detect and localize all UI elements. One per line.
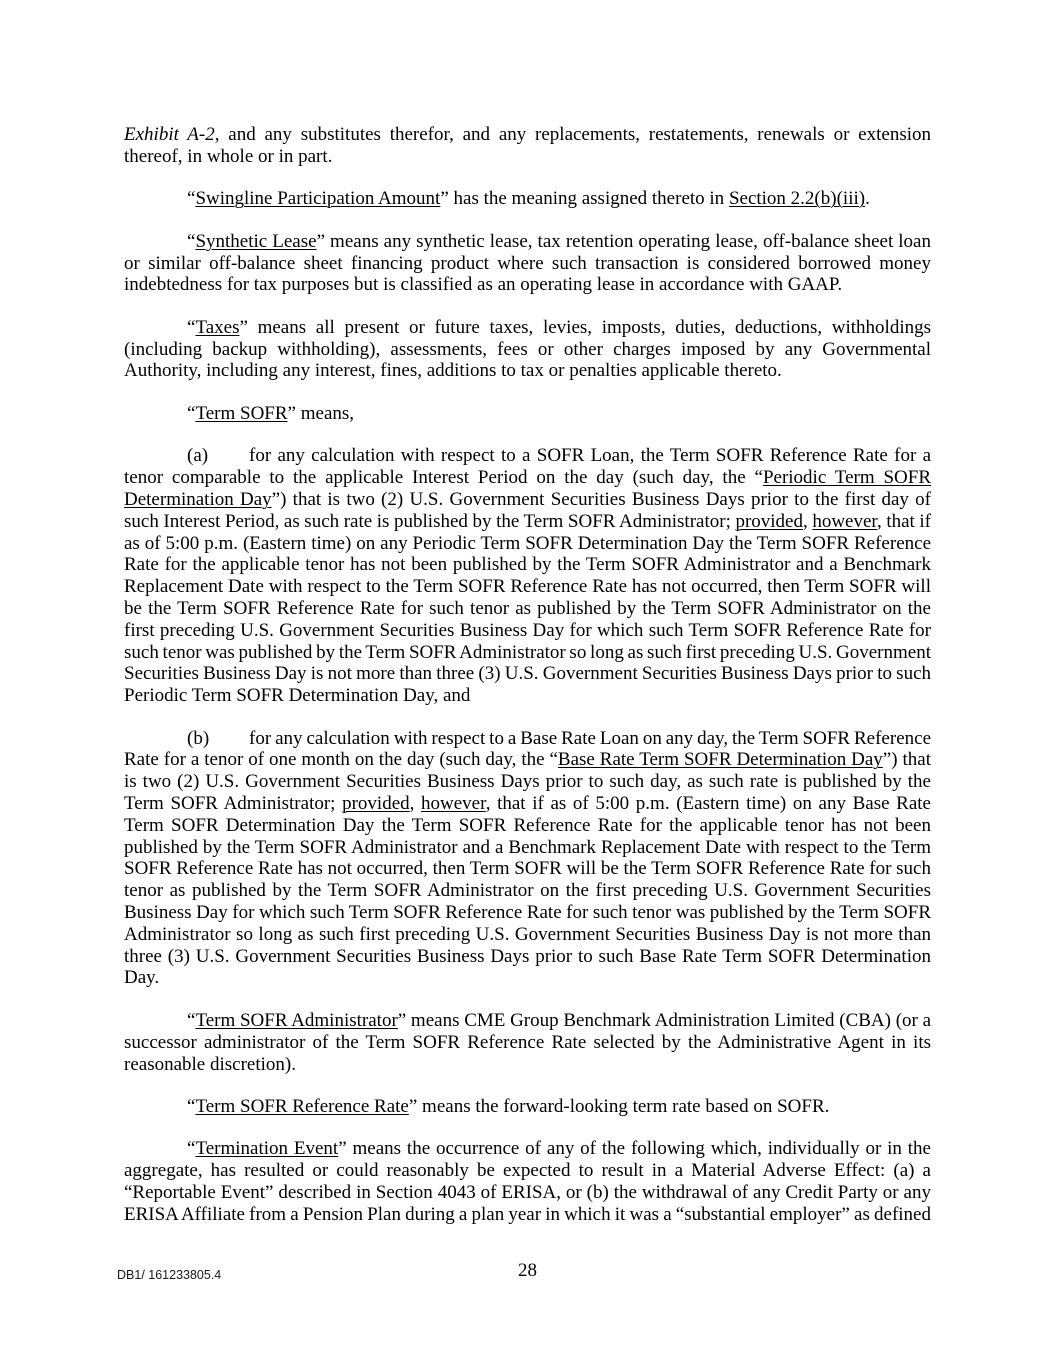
text-line <box>124 728 931 750</box>
text-line <box>124 749 931 771</box>
text-run: “ <box>187 316 196 338</box>
text-line <box>124 533 931 555</box>
text-run: first preceding U.S. Government Securities Business Day for which such Term SOFR Reference Rate for <box>124 619 931 641</box>
text-run: Rate for a tenor of one month on the day (such day, the “ <box>124 749 558 771</box>
text-line <box>124 339 931 361</box>
document-id: DB1/ 161233805.4 <box>117 1268 222 1282</box>
text-run: published by the Term SOFR Administrator and a Benchmark Replacement Date with respect to the Term <box>124 836 931 858</box>
underlined-term: however <box>812 510 877 532</box>
clause-label: (a) <box>187 445 209 467</box>
text-run: Periodic Term SOFR Determination Day, and <box>124 685 471 707</box>
text-line <box>124 1010 931 1032</box>
underlined-term: Section 2.2(b)(iii) <box>728 188 866 210</box>
definition-term-sofr-reference-rate <box>124 1096 931 1118</box>
text-line <box>124 146 931 168</box>
text-line <box>124 946 931 968</box>
definition-taxes <box>124 317 931 382</box>
text-run: Business Day for which such Term SOFR Reference Rate for such tenor was published by the Term SOFR <box>124 902 931 924</box>
text-run: Authority, including any interest, fines, additions to tax or penalties applicable thereto. <box>124 360 782 382</box>
page-number: 28 <box>518 1260 537 1281</box>
text-run: is two (2) U.S. Government Securities Business Days prior to such day, as such rate is published by the <box>124 771 931 793</box>
clause-label: (b) <box>187 727 210 749</box>
text-run: indebtedness for tax purposes but is classified as an operating lease in accordance with GAAP. <box>124 274 843 296</box>
text-run: ” means all present or future taxes, levies, imposts, duties, deductions, withholdings <box>239 316 931 338</box>
text-run: ”) that is two (2) U.S. Government Securities Business Days prior to the first day of <box>271 489 932 510</box>
underlined-term: provided <box>342 793 410 815</box>
underlined-term: provided <box>735 510 803 532</box>
text-line <box>124 1204 931 1226</box>
text-line <box>124 815 931 837</box>
text-run: ” means any synthetic lease, tax retention operating lease, off-balance sheet loan <box>316 230 931 252</box>
text-line <box>124 188 931 210</box>
text-line <box>124 902 931 924</box>
text-line <box>124 1182 931 1204</box>
text-run: Rate for the applicable tenor has not been published by the Term SOFR Administrator and a Benchmark <box>124 554 931 576</box>
text-run: Replacement Date with respect to the Term SOFR Reference Rate has not occurred, then Term SOFR will <box>124 576 931 598</box>
text-line <box>124 124 931 146</box>
text-line <box>124 685 931 707</box>
text-line <box>124 489 931 511</box>
text-run: “ <box>187 1009 196 1031</box>
text-run: “Reportable Event” described in Section 4043 of ERISA, or (b) the withdrawal of any Credit Party or any <box>124 1182 931 1204</box>
text-run: as of 5:00 p.m. (Eastern time) on any Periodic Term SOFR Determination Day the Term SOFR Reference <box>124 532 931 554</box>
text-run: “ <box>187 402 196 424</box>
text-run: tenor as published by the Term SOFR Administrator on the first preceding U.S. Government Securities <box>124 880 931 902</box>
text-line <box>124 620 931 642</box>
text-run: “ <box>187 230 196 252</box>
text-run: aggregate, has resulted or could reasonably be expected to result in a Material Adverse Effect: (a) a <box>124 1160 931 1182</box>
text-run: tenor comparable to the applicable Interest Period on the day (such day, the “ <box>124 467 763 489</box>
text-run: ” has the meaning assigned thereto in <box>440 188 729 210</box>
text-run: ” means CME Group Benchmark Administration Limited (CBA) (or a <box>397 1009 931 1031</box>
text-run: Securities Business Day is not more than three (3) U.S. Government Securities Business Days prior to such <box>124 663 931 685</box>
document-body <box>124 124 931 1246</box>
text-line <box>124 858 931 880</box>
text-line <box>124 1160 931 1182</box>
text-line <box>124 576 931 598</box>
text-run: for any calculation with respect to a Base Rate Loan on any day, the Term SOFR Reference <box>249 727 931 749</box>
text-line <box>124 467 931 489</box>
text-line <box>124 1032 931 1054</box>
text-run: , and any substitutes therefor, and any replacements, restatements, renewals or extension <box>214 124 931 145</box>
exhibit-reference: Exhibit A-2 <box>124 124 215 145</box>
text-line <box>124 253 931 275</box>
underlined-term: however <box>421 793 486 815</box>
text-run: reasonable discretion). <box>124 1053 296 1075</box>
text-run: ” means the forward-looking term rate based on SOFR. <box>408 1095 830 1117</box>
underlined-term: Term SOFR <box>195 402 288 424</box>
text-line <box>124 793 931 815</box>
text-run: Term SOFR Determination Day the Term SOFR Reference Rate for the applicable tenor has not been <box>124 814 931 836</box>
text-line <box>124 642 931 664</box>
text-run: . <box>865 188 870 210</box>
text-line <box>124 924 931 946</box>
text-run: three (3) U.S. Government Securities Business Days prior to such Base Rate Term SOFR Determination <box>124 945 931 967</box>
text-run: (including backup withholding), assessments, fees or other charges imposed by any Governmental <box>124 338 931 360</box>
text-line <box>124 231 931 253</box>
underlined-term: Term SOFR Administrator <box>195 1009 398 1031</box>
text-run: , that if <box>876 510 931 532</box>
underlined-term: Periodic Term SOFR <box>762 467 932 489</box>
underlined-term: Taxes <box>195 316 240 338</box>
definition-term-sofr <box>124 403 931 425</box>
text-run: such Interest Period, as such rate is published by the Term SOFR Administrator; <box>124 510 736 532</box>
text-run: , <box>802 510 813 532</box>
text-line <box>124 317 931 339</box>
exhibit-continuation <box>124 124 931 168</box>
underlined-term: Synthetic Lease <box>195 230 317 252</box>
text-run: “ <box>187 1095 196 1117</box>
text-run: Administrator so long as such first preceding U.S. Government Securities Business Day is not more than <box>124 923 931 945</box>
text-run: SOFR Reference Rate has not occurred, then Term SOFR will be the Term SOFR Reference Rate for such <box>124 858 931 880</box>
text-line <box>124 1054 931 1076</box>
definition-swingline-participation-amount <box>124 188 931 210</box>
text-run: Term SOFR Administrator; <box>124 793 343 815</box>
underlined-term: Termination Event <box>195 1138 339 1160</box>
term-sofr-clause-a <box>124 445 931 707</box>
definition-termination-event <box>124 1138 931 1225</box>
text-line <box>124 403 931 425</box>
text-line <box>124 837 931 859</box>
text-run: , that if as of 5:00 p.m. (Eastern time) on any Base Rate <box>485 793 931 815</box>
text-run: ERISA Affiliate from a Pension Plan during a plan year in which it was a “substantial employer” as defined <box>124 1203 931 1225</box>
text-run: ”) that <box>882 749 931 771</box>
definition-term-sofr-administrator <box>124 1010 931 1075</box>
text-run: , <box>409 793 422 815</box>
text-line <box>124 1096 931 1118</box>
text-line <box>124 511 931 533</box>
text-run: for any calculation with respect to a SOFR Loan, the Term SOFR Reference Rate for a <box>249 445 931 467</box>
text-line <box>124 598 931 620</box>
underlined-term: Swingline Participation Amount <box>195 188 441 210</box>
text-line <box>124 880 931 902</box>
text-line <box>124 1138 931 1160</box>
text-run: successor administrator of the Term SOFR Reference Rate selected by the Administrative Agent in its <box>124 1031 931 1053</box>
text-line <box>124 771 931 793</box>
text-line <box>124 967 931 989</box>
text-line <box>124 554 931 576</box>
text-run: “ <box>187 1138 196 1160</box>
text-run: thereof, in whole or in part. <box>124 145 333 167</box>
underlined-term: Term SOFR Reference Rate <box>195 1095 409 1117</box>
underlined-term: Determination Day <box>124 489 272 510</box>
underlined-term: Base Rate Term SOFR Determination Day <box>557 749 883 771</box>
definition-synthetic-lease <box>124 231 931 296</box>
text-run: ” means, <box>287 402 355 424</box>
text-run: or similar off-balance sheet financing product where such transaction is considered borrowed money <box>124 252 931 274</box>
text-line <box>124 445 931 467</box>
term-sofr-clause-b <box>124 728 931 990</box>
text-run: Day. <box>124 967 160 989</box>
text-line <box>124 360 931 382</box>
text-run: such tenor was published by the Term SOFR Administrator so long as such first preceding U.S. Government <box>124 641 931 663</box>
text-run: ” means the occurrence of any of the following which, individually or in the <box>338 1138 931 1160</box>
text-run: “ <box>187 188 196 210</box>
text-run: be the Term SOFR Reference Rate for such tenor as published by the Term SOFR Administrator on the <box>124 597 931 619</box>
text-line <box>124 663 931 685</box>
text-line <box>124 274 931 296</box>
